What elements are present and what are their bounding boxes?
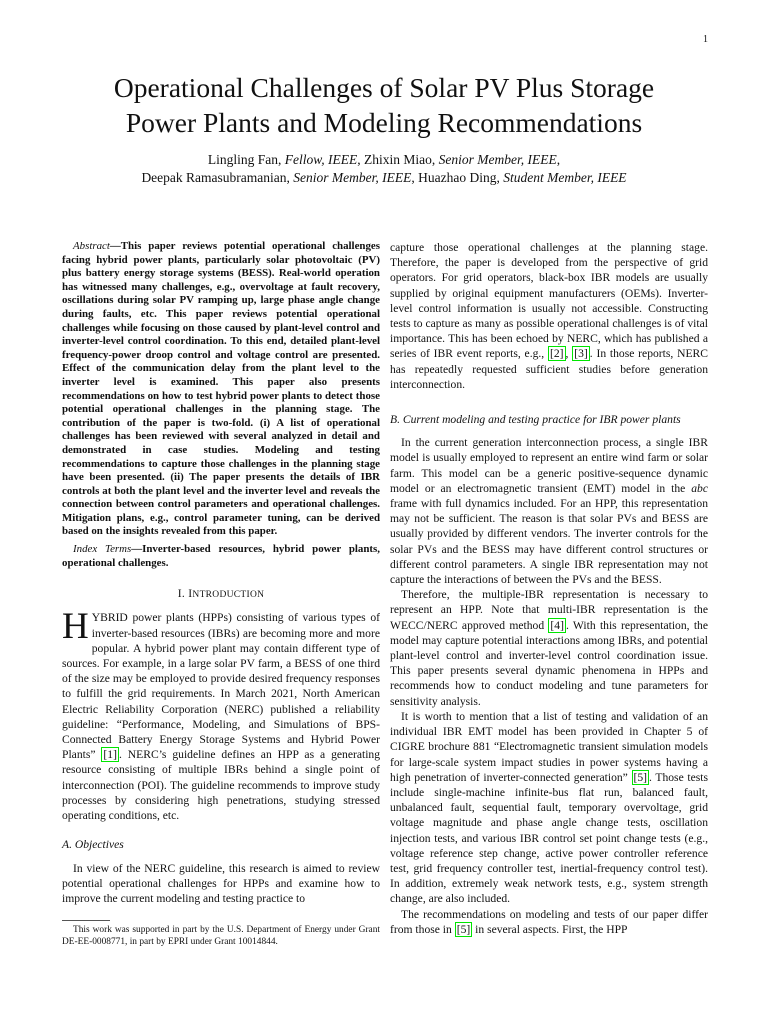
right-column — [390, 240, 708, 937]
modeling-paragraph-3 — [390, 709, 708, 907]
citation-link-5[interactable]: [5] — [633, 770, 648, 784]
citation-link-5b[interactable]: [5] — [456, 922, 471, 936]
author-separator: , — [556, 152, 561, 167]
index-terms-text: —Inverter-based resources, hybrid power plants, operational challenges. — [62, 543, 380, 569]
left-column — [62, 240, 380, 948]
modeling-paragraph-1 — [390, 435, 708, 587]
author-1: Lingling Fan, — [207, 152, 282, 167]
section-title-caps: NTRODUCTION — [192, 590, 265, 601]
modeling-text-1b: frame with full dynamics included. For an HPP, this representation may not be sufficient. The reason is that solar PVs and BESS are usually provided by different vendors. The inverter controls for the solar PVs and the BESS may have different control structures or different control parameters. A single IBR representation may not capture the interactions of between the PVs and the BESS. — [390, 497, 708, 587]
subsection-heading-objectives: A. Objectives — [62, 838, 124, 852]
citation-link-2[interactable]: [2] — [550, 347, 564, 361]
modeling-text-1a: In the current generation interconnection process, a single IBR model is usually employed to represent an entire wind farm or solar farm. This model can be a generic positive-sequence dynamic model or an electromagnetic transient (EMT) model in the — [390, 436, 708, 495]
author-1-role: Fellow, IEEE — [284, 152, 358, 167]
index-terms — [62, 543, 380, 570]
abstract-text: —This paper reviews potential operational challenges facing hybrid power plants, particularly solar photovoltaic (PV) plus battery energy storage systems (BESS). Real-world operation has witnessed many challenges, e.g., overvoltage at fault recovery, oscillations during solar PV ramping up, large phase angle change during faults, etc. This paper reviews potential operational challenges while focusing on those caused by plant-level control and inverter-level control coordination. To this end, detailed plant-level frequency-power droop control and voltage control are presented. Effect of the communication delay from the plant level to the inverter level is examined. This paper also presents recommendations on how to test hybrid power plants to detect those potential operational challenges in the planning stage. The contribution of the paper is two-fold. (i) A list of operational challenges has been reviewed with several analyzed in detail and demonstrated in case studies. Modeling and testing recommendations to capture those challenges in the planning stage have been presented. (ii) The paper presents the details of IBR controls at both the plant level and the inverter level and reveals the connection between control parameters and operational challenges. Mitigation plans, e.g., control parameter tuning, can be derived based on the insights revealed from this paper. — [62, 240, 380, 538]
modeling-text-3a: It is worth to mention that a list of testing and validation of an individual IBR EMT model has been provided in Chapter 5 of CIGRE brochure 881 “Electromagnetic transient simulation models for large-scale system impact studies in power systems having a high penetration of inverter-connected generation” — [390, 709, 708, 784]
intro-text: YBRID power plants (HPPs) consisting of various types of inverter-based resources (IBRs) are becoming more and more popular. A hybrid power plant may contain different type of sources. For example, in a large solar PV farm, a BESS of one third of the size may be employed to provide desired frequency responses to fulfill the grid requirements. In March 2021, North American Electric Reliability Corporation (NERC) published a reliability guideline: “Performance, Modeling, and Simulations of BPS-Connected Battery Energy Storage Systems and Hybrid Power Plants” — [62, 611, 380, 762]
title-line-2: Power Plants and Modeling Recommendations — [125, 107, 643, 138]
title-line-1: Operational Challenges of Solar PV Plus Storage — [113, 72, 655, 103]
author-4: , Huazhao Ding, — [411, 170, 500, 185]
abstract-label: Abstract — [73, 240, 110, 252]
author-list — [40, 151, 728, 187]
modeling-text-2b: . With this representation, the model may capture potential interactions among IBRs, and potential plant-level control and inverter-level control coordination issue. This paper presents several dynamic phenomena in HPPs and recommends how to conduct modeling and tune parameters for sensitivity analysis. — [390, 618, 708, 708]
intro-text-end: . NERC’s guideline defines an HPP as a generating resource consisting of multiple IBRs behind a single point of interconnection (POI). The guideline recommends to improve study processes by considering high penetrations, studying stressed operating conditions, etc. — [62, 748, 381, 823]
section-heading-introduction — [62, 586, 380, 603]
author-3-role: Senior Member, IEEE — [293, 170, 412, 185]
paper-title — [40, 70, 728, 140]
citation-link-4[interactable]: [4] — [550, 618, 564, 632]
footnote-divider — [62, 920, 110, 921]
citation-link-3[interactable]: [3] — [574, 347, 588, 361]
modeling-text-2a: Therefore, the multiple-IBR representation is necessary to represent an HPP. Note that multi-IBR representation is the WECC/NERC approved method — [390, 588, 708, 632]
section-numeral: I. I — [177, 587, 193, 601]
continued-paragraph — [390, 240, 708, 392]
continued-text-end: . In those reports, NERC has repeatedly requested sufficient studies before generation interconnection. — [390, 347, 708, 391]
citation-link-1[interactable]: [1] — [103, 748, 117, 762]
subsection-heading-modeling-practice: B. Current modeling and testing practice for IBR power plants — [390, 413, 681, 427]
math-abc: abc — [691, 481, 708, 495]
drop-cap: H — [62, 606, 89, 648]
continued-text: capture those operational challenges at the planning stage. Therefore, the paper is developed from the perspective of grid operators. For grid operators, black-box IBR models are usually supplied by original equipment manufacturers (OEMs). Inverter-level control information is usually not accessible. Constructing tests to capture as many as possible operational challenges is of vital importance. This has been echoed by NERC, which has published a series of IBR event reports, e.g., — [390, 241, 708, 361]
index-terms-label: Index Terms — [73, 543, 132, 556]
author-2-role: Senior Member, IEEE — [438, 152, 557, 167]
funding-footnote: This work was supported in part by the U.S. Department of Energy under Grant DE-EE-0008771, in part by EPRI under Grant 10014844. — [62, 925, 380, 947]
objectives-paragraph: In view of the NERC guideline, this research is aimed to review potential operational challenges for HPPs and examine how to improve the current modeling and testing practice to — [62, 861, 380, 905]
modeling-text-4b: in several aspects. First, the HPP — [472, 922, 628, 936]
intro-paragraph — [62, 606, 381, 823]
author-2: , Zhixin Miao, — [357, 152, 436, 167]
modeling-paragraph-2 — [390, 587, 708, 709]
abstract — [62, 240, 380, 539]
author-4-role: Student Member, IEEE — [503, 170, 627, 185]
citation-separator: , — [565, 347, 573, 361]
page-number: 1 — [703, 34, 708, 45]
modeling-paragraph-4 — [390, 907, 708, 937]
modeling-text-3b: . Those tests include single-machine infinite-bus flat run, balanced fault, unbalanced fault, sequential fault, temporary overvoltage, grid voltage magnitude and phase angle change tests, oscillation injection tests, and various IBR control set point change tests (e.g., voltage reference step change, active power controller reference test, grid frequency controller test, inertial-frequency control test). In addition, extremely weak network tests, e.g., system strength change, are also included. — [390, 770, 708, 906]
modeling-text-4a: The recommendations on modeling and tests of our paper differ from those in — [390, 907, 708, 936]
author-3: Deepak Ramasubramanian, — [141, 170, 290, 185]
